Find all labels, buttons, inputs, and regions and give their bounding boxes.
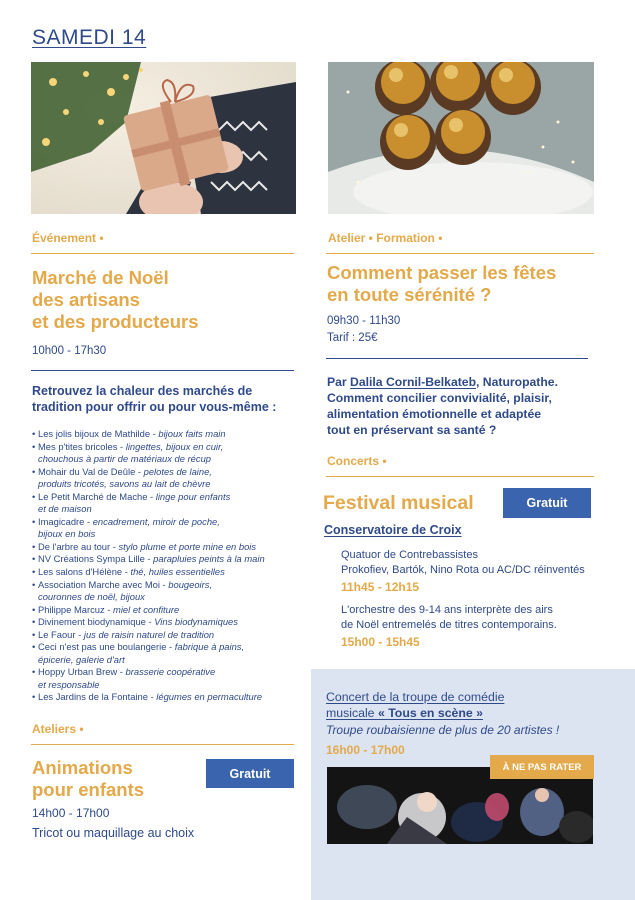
list-item: • Hoppy Urban Brew - brasserie coopérative et responsable: [32, 666, 302, 691]
concert-1-time: 11h45 - 12h15: [341, 580, 420, 594]
divider: [326, 253, 594, 254]
list-item: • Les salons d'Hélène - thé, huiles essentielles: [32, 566, 302, 579]
atelier-category: Atelier • Formation •: [328, 231, 443, 245]
atelier-title-line: Comment passer les fêtes: [327, 262, 557, 283]
panel-subtitle: Troupe roubaisienne de plus de 20 artistes !: [326, 723, 560, 737]
list-item: • Le Faour - jus de raisin naturel de tradition: [32, 629, 302, 642]
divider: [31, 744, 294, 745]
must-see-badge: À NE PAS RATER: [490, 755, 594, 779]
ateliers-time: 14h00 - 17h00: [32, 806, 110, 820]
list-item: • Mohair du Val de Deûle - pelotes de laine, produits tricotés, savons au lait de chèvre: [32, 466, 302, 491]
atelier-desc-line: tout en préservant sa santé ?: [327, 423, 497, 437]
ateliers-title-line: pour enfants: [32, 779, 145, 800]
page-title: SAMEDI 14: [32, 26, 147, 49]
vendor-list: [32, 428, 302, 704]
divider: [326, 358, 588, 359]
atelier-price: Tarif : 25€: [327, 332, 378, 344]
list-item: • Philippe Marcuz - miel et confiture: [32, 604, 302, 617]
event-category: Événement •: [32, 231, 104, 245]
list-item: • Association Marche avec Moi - bougeoirs, couronnes de noël, bijoux: [32, 579, 302, 604]
gift-photo: [31, 62, 296, 214]
speaker-link[interactable]: Dalila Cornil-Belkateb: [350, 375, 477, 389]
event-title-line: et des producteurs: [32, 311, 199, 332]
concert-1: [341, 548, 585, 577]
event-intro-line: Retrouvez la chaleur des marchés de: [32, 384, 253, 398]
concert-1-line: Quatuor de Contrebassistes: [341, 549, 478, 561]
list-item: • Mes p'tites bricoles - lingettes, bijoux en cuir, chouchous à partir de matériaux de récup: [32, 441, 302, 466]
ateliers-title: [32, 757, 144, 801]
atelier-title: [327, 262, 556, 306]
event-title-line: Marché de Noël: [32, 267, 169, 288]
ateliers-title-line: Animations: [32, 757, 133, 778]
concert-2-time: 15h00 - 15h45: [341, 635, 420, 649]
atelier-desc-line: Comment concilier convivialité, plaisir,: [327, 391, 552, 405]
atelier-desc-line: alimentation émotionnelle et adaptée: [327, 407, 542, 421]
event-intro: [32, 383, 276, 415]
atelier-desc: Par Dalila Cornil-Belkateb, Naturopathe. Comment concilier convivialité, plaisir, alimentation émotionnelle et adaptée tout en préservant sa santé ?: [327, 375, 558, 437]
list-item: • NV Créations Sympa Lille - parapluies peints à la main: [32, 553, 302, 566]
gratuit-button[interactable]: Gratuit: [206, 759, 294, 788]
concert-2-line: de Noël entremelés de titres contemporains.: [341, 618, 557, 631]
concerts-category: Concerts •: [327, 454, 387, 468]
event-title-line: des artisans: [32, 289, 140, 310]
concert-1-line: Prokofiev, Bartók, Nino Rota ou AC/DC réinventés: [341, 563, 585, 576]
concert-2: [341, 603, 557, 632]
atelier-title-line: en toute sérénité ?: [327, 284, 492, 305]
venue-link[interactable]: Conservatoire de Croix: [324, 523, 462, 537]
gratuit-button[interactable]: Gratuit: [503, 488, 591, 518]
list-item: • Les Jardins de la Fontaine - légumes en permaculture: [32, 691, 302, 704]
panel-time: 16h00 - 17h00: [326, 743, 405, 757]
ateliers-desc: Tricot ou maquillage au choix: [32, 826, 195, 840]
event-time: 10h00 - 17h30: [32, 345, 107, 357]
event-intro-line: tradition pour offrir ou pour vous-même :: [32, 400, 277, 414]
list-item: • Divinement biodynamique - Vins biodynamiques: [32, 616, 302, 629]
concerts-title: Festival musical: [323, 492, 474, 514]
panel-title-line[interactable]: Concert de la troupe de comédie: [326, 690, 505, 704]
list-item: • Les jolis bijoux de Mathilde - bijoux faits main: [32, 428, 302, 441]
list-item: • Le Petit Marché de Mache - linge pour enfants et de maison: [32, 491, 302, 516]
panel-title[interactable]: Concert de la troupe de comédie musicale « Tous en scène »: [326, 690, 505, 720]
ateliers-category: Ateliers •: [32, 722, 84, 736]
list-item: • Ceci n'est pas une boulangerie - fabrique à pains, épicerie, galerie d'art: [32, 641, 302, 666]
divider: [326, 476, 594, 477]
concert-2-line: L'orchestre des 9-14 ans interprète des airs: [341, 604, 553, 616]
atelier-time: 09h30 - 11h30: [327, 315, 401, 327]
divider: [31, 253, 294, 254]
list-item: • De l'arbre au tour - stylo plume et porte mine en bois: [32, 541, 302, 554]
list-item: • Imagicadre - encadrement, miroir de poche, bijoux en bois: [32, 516, 302, 541]
chocolates-photo: [328, 62, 594, 214]
event-title: [32, 267, 199, 333]
divider: [31, 370, 294, 371]
